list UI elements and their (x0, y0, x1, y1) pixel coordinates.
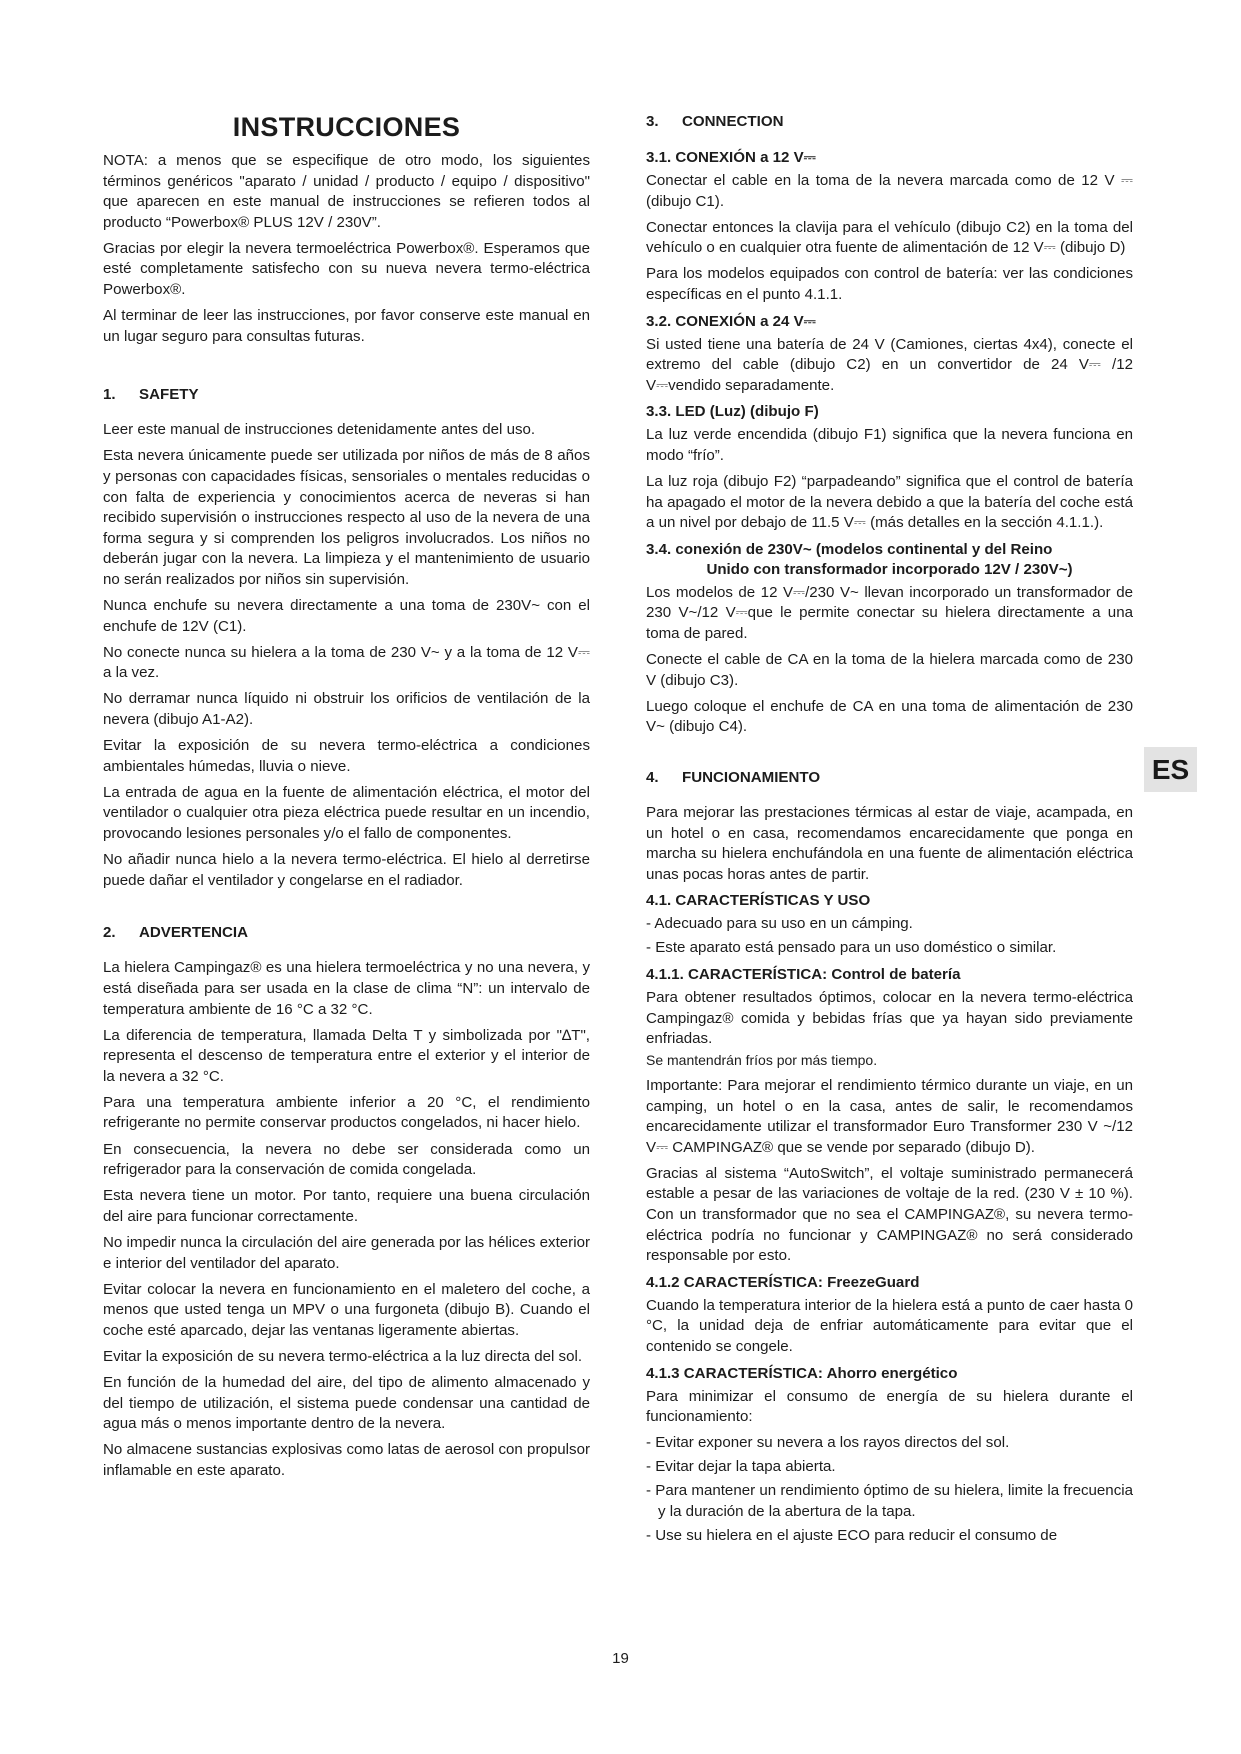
section-connection-heading: 3. CONNECTION (646, 113, 784, 130)
paragraph: Para mejorar las prestaciones térmicas al estar de viaje, acampada, en un hotel o en casa, recomendamos encarecidamente que ponga en marcha su hielera enchufándola en una fuente de alimentación eléctrica unas pocas horas antes de partir. (646, 803, 1133, 883)
paragraph: Leer este manual de instrucciones detenidamente antes del uso. (103, 421, 536, 439)
paragraph: Conectar el cable en la toma de la nevera marcada como de 12 V ⎓ (dibujo C1). (646, 172, 1133, 210)
paragraph: Los modelos de 12 V⎓/230 V~ llevan incorporado un transformador de 230 V~/12 V⎓que le permite conectar su hielera directamente a una toma de pared. (646, 583, 1133, 642)
list-item: - Evitar dejar la tapa abierta. (646, 1458, 836, 1476)
paragraph: En consecuencia, la nevera no debe ser considerada como un refrigerador para la conservación de comida congelada. (103, 1140, 590, 1179)
subsection-3-3-heading: 3.3. LED (Luz) (dibujo F) (646, 403, 819, 421)
paragraph: Esta nevera tiene un motor. Por tanto, requiere una buena circulación del aire para funcionar correctamente. (103, 1187, 590, 1225)
paragraph: La diferencia de temperatura, llamada Delta T y simbolizada por "∆T", representa el descenso de temperatura entre el exterior y el interior de la nevera a 32 °C. (103, 1026, 590, 1085)
paragraph: Si usted tiene una batería de 24 V (Camiones, ciertas 4x4), conecte el extremo del cable (dibujo C2) en un convertidor de 24 V⎓ /12 V⎓vendido separadamente. (646, 335, 1133, 394)
paragraph: No conecte nunca su hielera a la toma de 230 V~ y a la toma de 12 V⎓ a la vez. (103, 643, 590, 682)
intro-thanks: Gracias por elegir la nevera termoeléctrica Powerbox®. Esperamos que esté completamente satisfecho con su nueva nevera termo-eléctrica Powerbox®. (103, 239, 590, 299)
paragraph: Luego coloque el enchufe de CA en una toma de alimentación de 230 V~ (dibujo C4). (646, 697, 1133, 736)
paragraph: No impedir nunca la circulación del aire generada por las hélices exterior e interior del ventilador del aparato. (103, 1233, 590, 1272)
paragraph: Esta nevera únicamente puede ser utilizada por niños de más de 8 años y personas con capacidades físicas, sensoriales o mentales reducidas o con falta de experiencia y conocimientos acerca de neveras si han recibido supervisión o instrucciones respecto al uso de la nevera de una forma segura y si comprenden los peligros involucrados. Los niños no deberán jugar con la nevera. La limpieza y el mantenimiento de usuario no serán realizados por niños sin supervisión. (103, 447, 590, 588)
paragraph: Para obtener resultados óptimos, colocar en la nevera termo-eléctrica Campingaz® comida y bebidas frías que ya hayan sido previamente enfriadas. (646, 989, 1133, 1048)
language-tab: ES (1144, 747, 1197, 792)
subsection-4-1-heading: 4.1. CARACTERÍSTICAS Y USO (646, 892, 871, 910)
paragraph: Nunca enchufe su nevera directamente a una toma de 230V~ con el enchufe de 12V (C1). (103, 597, 590, 635)
right-column (646, 98, 1133, 1551)
paragraph: Cuando la temperatura interior de la hielera está a punto de caer hasta 0 °C, la unidad deja de enfriar automáticamente para evitar que el contenido se congele. (646, 1296, 1133, 1355)
paragraph: Para una temperatura ambiente inferior a 20 °C, el rendimiento refrigerante no permite conservar productos congelados, ni hacer hielo. (103, 1093, 590, 1132)
intro-keep-manual: Al terminar de leer las instrucciones, por favor conserve este manual en un lugar seguro para consultas futuras. (103, 307, 590, 345)
paragraph: Se mantendrán fríos por más tiempo. (646, 1051, 878, 1068)
page-number: 19 (612, 1650, 629, 1667)
section-funcionamiento-heading: 4. FUNCIONAMIENTO (646, 768, 821, 786)
subsection-4-1-2-heading: 4.1.2 CARACTERÍSTICA: FreezeGuard (646, 1273, 920, 1291)
paragraph: No añadir nunca hielo a la nevera termo-eléctrica. El hielo al derretirse puede dañar el ventilador y congelarse en el radiador. (103, 851, 590, 889)
paragraph: Gracias al sistema “AutoSwitch”, el voltaje suministrado permanecerá estable a pesar de las variaciones de voltaje de la red. (230 V ± 10 %). Con un transformador que no sea el CAMPINGAZ®, su nevera termo-eléctrica podría no funcionar y CAMPINGAZ® no será considerado responsable por esto. (646, 1164, 1133, 1265)
paragraph: Conecte el cable de CA en la toma de la hielera marcada como de 230 V (dibujo C3). (646, 651, 1133, 689)
feature-list (646, 914, 1133, 959)
paragraph: En función de la humedad del aire, del tipo de alimento almacenado y del tiempo de utilización, el sistema puede condensar una cantidad de agua más o menos importante dentro de la nevera. (103, 1374, 590, 1433)
list-item: - Evitar exponer su nevera a los rayos directos del sol. (646, 1434, 1010, 1452)
subsection-3-1-heading: 3.1. CONEXIÓN a 12 V⎓ (646, 149, 816, 166)
section-safety-heading: 1. SAFETY (103, 386, 199, 404)
paragraph: Conectar entonces la clavija para el vehículo (dibujo C2) en la toma del vehículo o en cualquier otra fuente de alimentación de 12 V⎓ (dibujo D) (646, 218, 1133, 257)
section-advertencia-heading: 2. ADVERTENCIA (103, 924, 249, 942)
paragraph: Para los modelos equipados con control de batería: ver las condiciones específicas en el punto 4.1.1. (646, 265, 1133, 303)
paragraph: La luz roja (dibujo F2) “parpadeando” significa que el control de batería ha apagado el motor de la nevera debido a que la batería del coche está a un nivel por debajo de 11.5 V⎓ (más detalles en la sección 4.1.1.). (646, 473, 1133, 532)
paragraph: Evitar la exposición de su nevera termo-eléctrica a condiciones ambientales húmedas, lluvia o nieve. (103, 737, 590, 775)
energy-saving-list (646, 1433, 1133, 1546)
paragraph: La luz verde encendida (dibujo F1) significa que la nevera funciona en modo “frío”. (646, 426, 1133, 464)
paragraph: Para minimizar el consumo de energía de su hielera durante el funcionamiento: (646, 1387, 1133, 1426)
left-column (103, 98, 590, 1487)
subsection-4-1-3-heading: 4.1.3 CARACTERÍSTICA: Ahorro energético (646, 1364, 958, 1382)
intro-note: NOTA: a menos que se especifique de otro modo, los siguientes términos genéricos "aparato / unidad / producto / equipo / dispositivo" que aparecen en este manual de instrucciones se refieren todos al producto “Powerbox® PLUS 12V / 230V”. (103, 152, 590, 231)
subsection-3-4-heading: 3.4. conexión de 230V~ (modelos continental y del Reino Unido con transformador incorporado 12V / 230V~) (646, 540, 1073, 578)
paragraph: Importante: Para mejorar el rendimiento térmico durante un viaje, en un camping, un hotel o en la casa, antes de salir, le recomendamos encarecidamente utilizar el transformador Euro Transformer 230 V ~/12 V⎓ CAMPINGAZ® que se vende por separado (dibujo D). (646, 1076, 1133, 1156)
paragraph: La entrada de agua en la fuente de alimentación eléctrica, el motor del ventilador o cualquier otra pieza eléctrica puede resultar en un incendio, provocando lesiones personales y/o el fallo de componentes. (103, 783, 590, 843)
subsection-4-1-1-heading: 4.1.1. CARACTERÍSTICA: Control de batería (646, 966, 961, 984)
paragraph: La hielera Campingaz® es una hielera termoeléctrica y no una nevera, y está diseñada para ser usada en la clase de clima “N”: un intervalo de temperatura ambiente de 16 °C a 32 °C. (103, 959, 590, 1018)
page-title: INSTRUCCIONES (232, 112, 461, 142)
paragraph: Evitar colocar la nevera en funcionamiento en el maletero del coche, a menos que usted tenga un MPV o una furgoneta (dibujo B). Cuando el coche esté aparcado, dejar las ventanas ligeramente abiertas. (103, 1280, 590, 1339)
list-item: - Use su hielera en el ajuste ECO para reducir el consumo de (646, 1527, 1058, 1545)
paragraph: No derramar nunca líquido ni obstruir los orificios de ventilación de la nevera (dibujo A1-A2). (103, 690, 590, 729)
list-item: - Adecuado para su uso en un cámping. (646, 915, 913, 933)
paragraph: No almacene sustancias explosivas como latas de aerosol con propulsor inflamable en este aparato. (103, 1441, 590, 1479)
paragraph: Evitar la exposición de su nevera termo-eléctrica a la luz directa del sol. (103, 1347, 583, 1365)
list-item: - Este aparato está pensado para un uso doméstico o similar. (646, 939, 1057, 957)
subsection-3-2-heading: 3.2. CONEXIÓN a 24 V⎓ (646, 312, 816, 330)
list-item: - Para mantener un rendimiento óptimo de su hielera, limite la frecuencia y la duración de la abertura de la tapa. (646, 1482, 1133, 1520)
